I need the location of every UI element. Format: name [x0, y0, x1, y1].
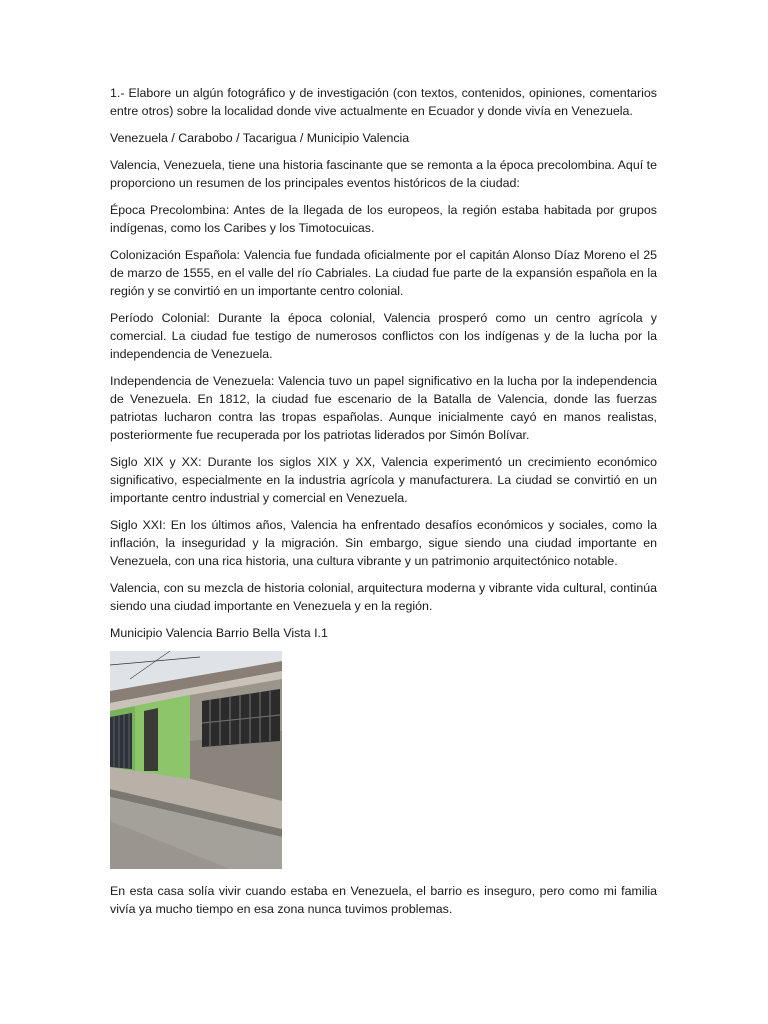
precolumbian-paragraph: Época Precolombina: Antes de la llegada de los europeos, la región estaba habitada por grupos indígenas, como los Caribes y los Timotocuicas.	[110, 203, 657, 235]
intro-paragraph: Valencia, Venezuela, tiene una historia fascinante que se remonta a la época precolombina. Aquí te proporciono un resumen de los principales eventos históricos de la ciudad:	[110, 158, 657, 190]
document-body	[110, 84, 657, 927]
location-path: Venezuela / Carabobo / Tacarigua / Municipio Valencia	[110, 131, 410, 145]
independence-paragraph: Independencia de Venezuela: Valencia tuvo un papel significativo en la lucha por la independencia de Venezuela. En 1812, la ciudad fue escenario de la Batalla de Valencia, donde las fuerzas patriotas lucharon contra las tropas españolas. Aunque inicialmente cayó en manos realistas, posteriormente fue recuperada por los patriotas liderados por Simón Bolívar.	[110, 374, 657, 442]
assignment-prompt: 1.- Elabore un algún fotográfico y de investigación (con textos, contenidos, opiniones, comentarios entre otros) sobre la localidad donde vive actualmente en Ecuador y donde vivía en Venezuela.	[110, 86, 657, 118]
colonial-period-paragraph: Período Colonial: Durante la época colonial, Valencia prosperó como un centro agrícola y comercial. La ciudad fue testigo de numerosos conflictos con los indígenas y de la lucha por la independencia de Venezuela.	[110, 311, 657, 361]
photo-caption: En esta casa solía vivir cuando estaba en Venezuela, el barrio es inseguro, pero como mi familia vivía ya mucho tiempo en esa zona nunca tuvimos problemas.	[110, 884, 657, 916]
photo-heading: Municipio Valencia Barrio Bella Vista I.1	[110, 626, 328, 640]
house-photo	[110, 651, 282, 869]
century-19-20-paragraph: Siglo XIX y XX: Durante los siglos XIX y XX, Valencia experimentó un crecimiento económico significativo, especialmente en la industria agrícola y manufacturera. La ciudad se convirtió en un importante centro industrial y comercial en Venezuela.	[110, 455, 657, 505]
century-21-paragraph: Siglo XXI: En los últimos años, Valencia ha enfrentado desafíos económicos y sociales, como la inflación, la inseguridad y la migración. Sin embargo, sigue siendo una ciudad importante en Venezuela, con una rica historia, una cultura vibrante y un patrimonio arquitectónico notable.	[110, 518, 657, 568]
colonization-paragraph: Colonización Española: Valencia fue fundada oficialmente por el capitán Alonso Díaz Moreno el 25 de marzo de 1555, en el valle del río Cabriales. La ciudad fue parte de la expansión española en la región y se convirtió en un importante centro colonial.	[110, 248, 657, 298]
conclusion-paragraph: Valencia, con su mezcla de historia colonial, arquitectura moderna y vibrante vida cultural, continúa siendo una ciudad importante en Venezuela y en la región.	[110, 581, 657, 613]
